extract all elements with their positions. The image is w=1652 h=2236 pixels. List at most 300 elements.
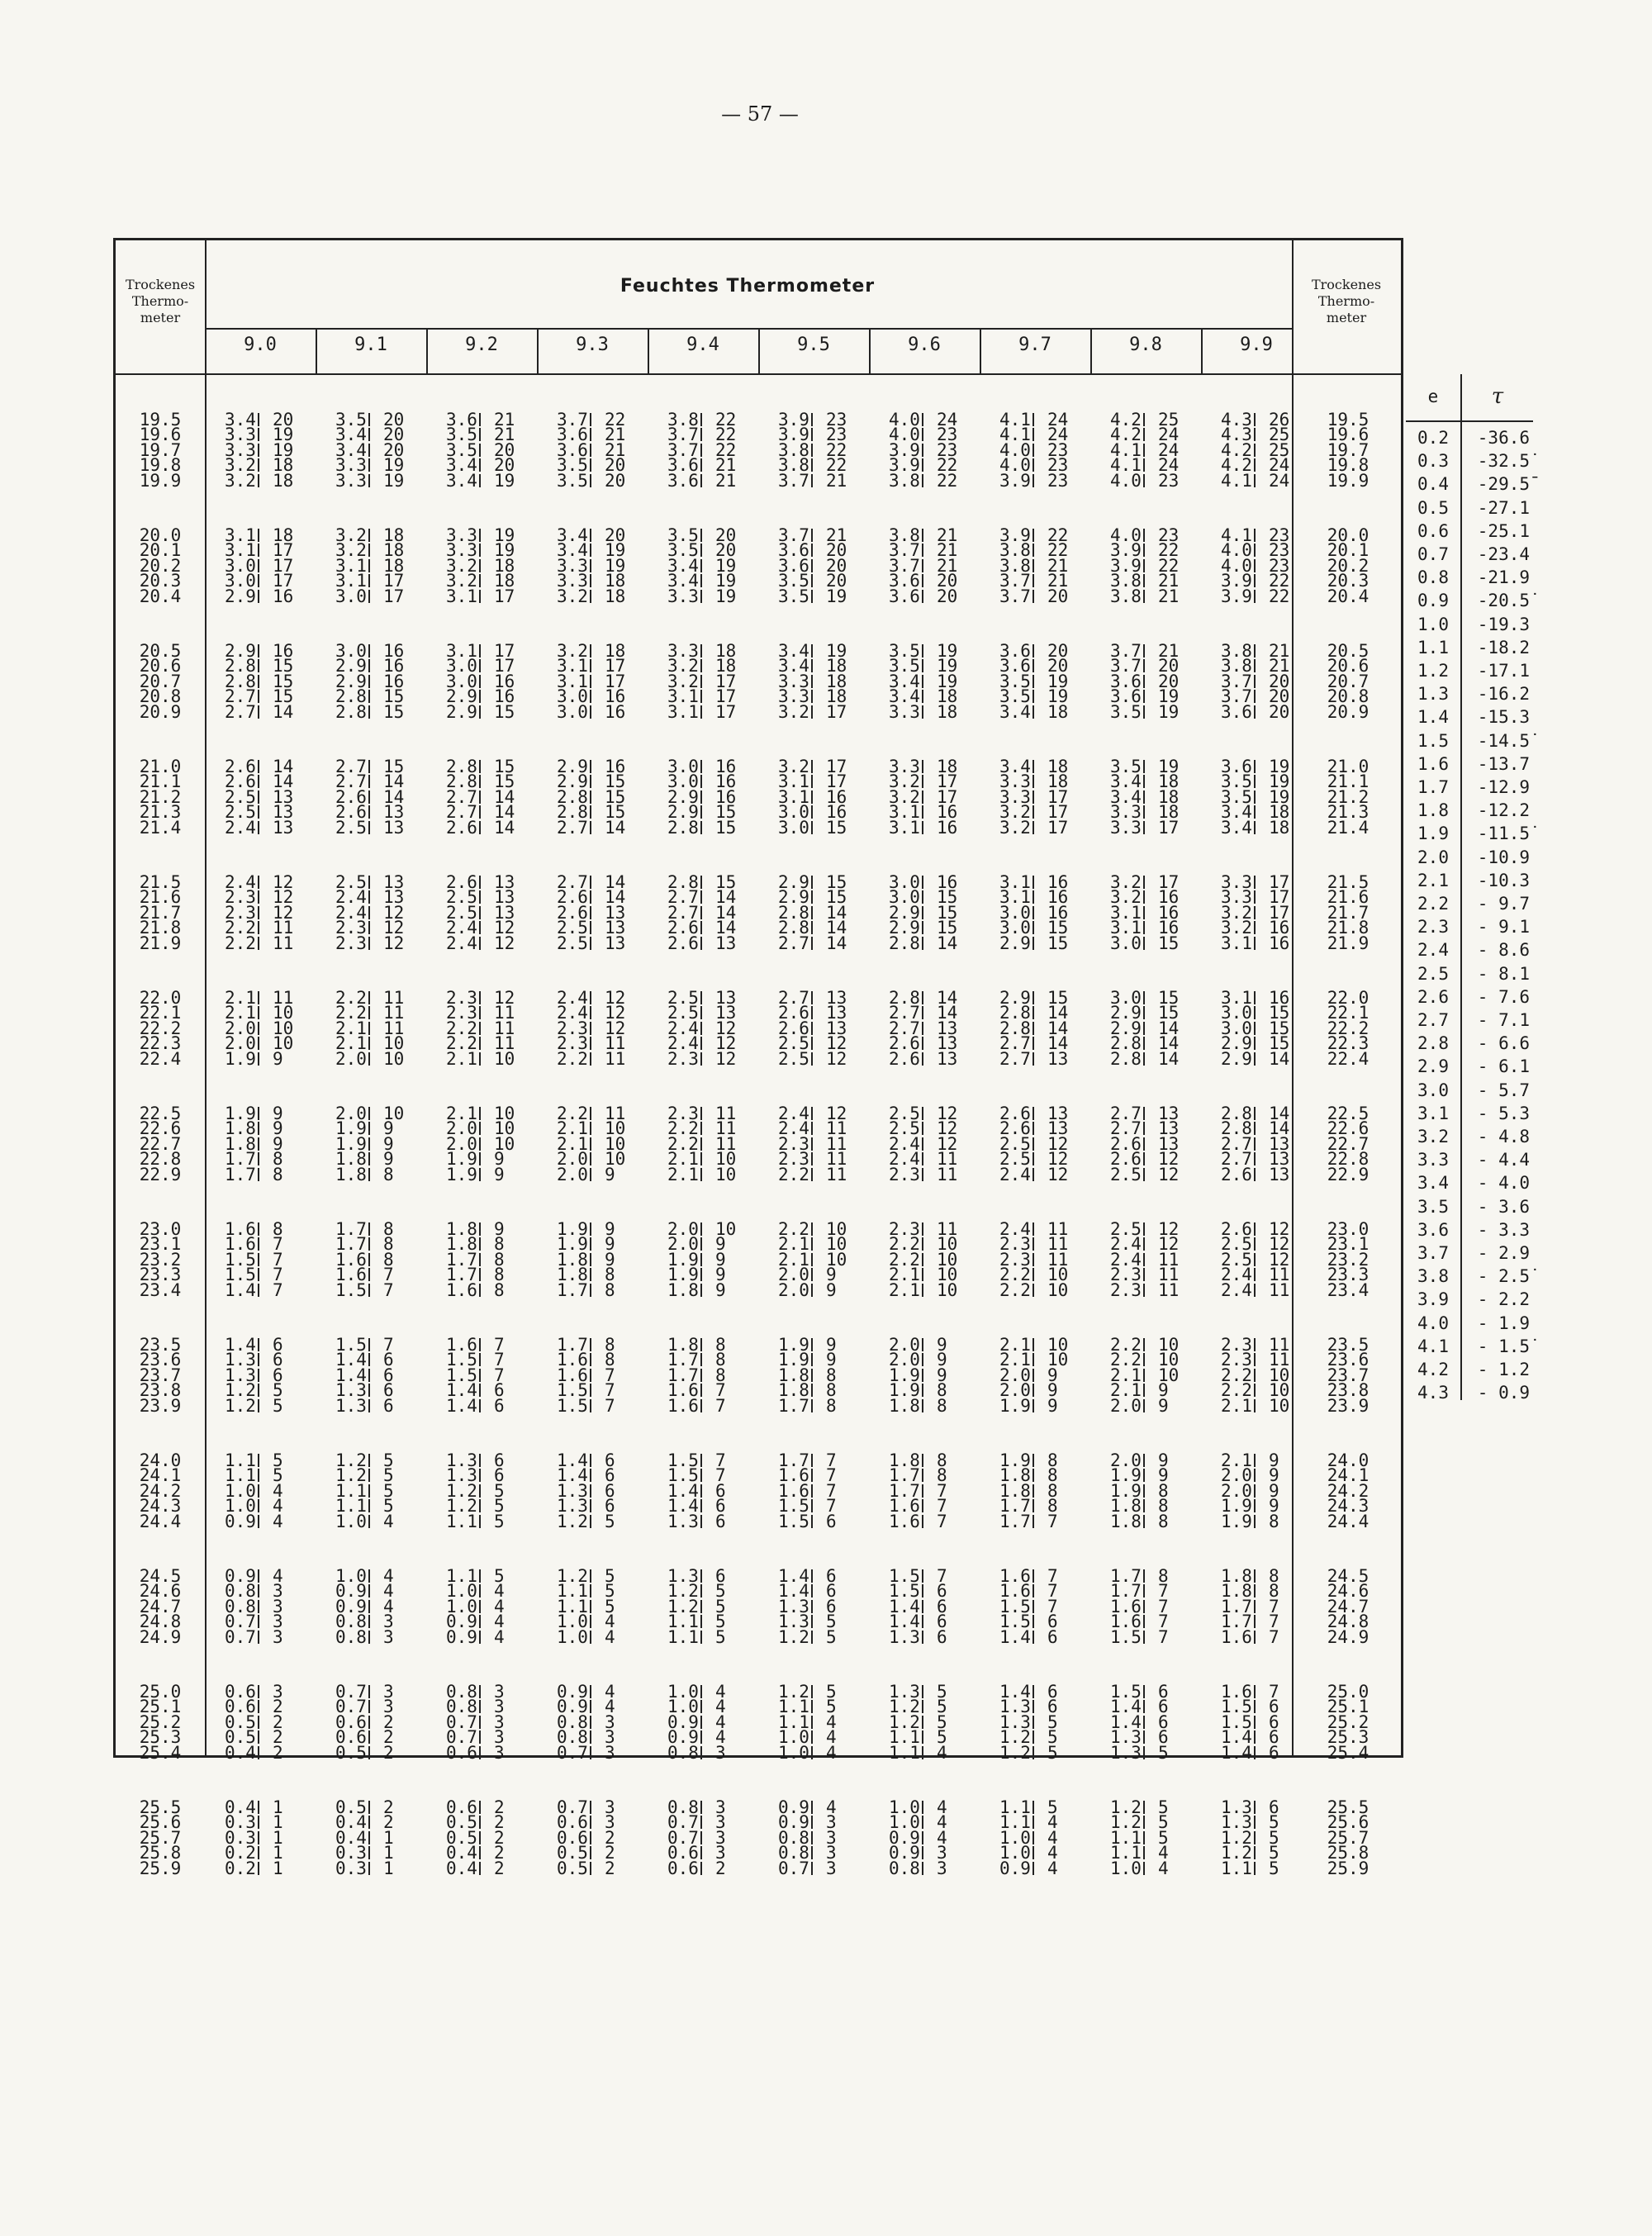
value-separator <box>258 1353 259 1366</box>
dry-temp-right: 21.7 <box>1327 903 1370 923</box>
dry-temp-left: 23.7 <box>139 1365 182 1385</box>
vapor-pressure-value: 3.1 <box>889 802 920 822</box>
tau-value: -25.1 <box>1477 520 1530 541</box>
vapor-pressure-value: 1.0 <box>335 1512 367 1531</box>
vapor-pressure-value: 2.9 <box>1110 1018 1142 1038</box>
vapor-pressure-value: 3.0 <box>999 903 1031 923</box>
humidity-value: 3 <box>605 1743 615 1763</box>
e-value: 3.9 <box>1417 1289 1449 1310</box>
humidity-value: 6 <box>383 1365 394 1385</box>
side-table-row <box>1406 588 1533 613</box>
value-separator <box>1254 1831 1256 1844</box>
vapor-pressure-value: 1.2 <box>999 1743 1031 1763</box>
value-separator <box>811 775 813 788</box>
dry-temp-right: 25.6 <box>1327 1812 1370 1832</box>
humidity-value: 2 <box>715 1859 726 1878</box>
value-separator <box>590 675 591 688</box>
vapor-pressure-value: 4.1 <box>999 410 1031 430</box>
humidity-value: 13 <box>1269 1165 1290 1184</box>
humidity-value: 18 <box>383 525 405 545</box>
vapor-pressure-value: 1.6 <box>889 1496 920 1516</box>
column-header: 9.6 <box>908 335 941 355</box>
vapor-pressure-value: 2.6 <box>225 771 256 791</box>
vapor-pressure-value: 1.4 <box>889 1612 920 1631</box>
vapor-pressure-value: 2.6 <box>778 1003 809 1023</box>
value-separator <box>479 675 481 688</box>
value-separator <box>479 1222 481 1236</box>
vapor-pressure-value: 1.8 <box>667 1335 699 1355</box>
vapor-pressure-value: 2.8 <box>1221 1118 1252 1138</box>
humidity-value: 5 <box>605 1566 615 1586</box>
value-separator <box>811 1685 813 1698</box>
vapor-pressure-value: 1.3 <box>1221 1812 1252 1832</box>
dry-temp-right: 22.9 <box>1327 1165 1370 1184</box>
vapor-pressure-value: 1.7 <box>889 1465 920 1485</box>
humidity-value: 15 <box>1047 988 1069 1008</box>
value-separator <box>700 1584 702 1597</box>
humidity-value: 3 <box>273 1612 283 1631</box>
humidity-value: 7 <box>273 1280 283 1300</box>
humidity-value: 18 <box>273 455 294 475</box>
humidity-value: 11 <box>826 1134 847 1154</box>
dry-temp-right: 24.8 <box>1327 1612 1370 1631</box>
humidity-value: 17 <box>494 656 515 676</box>
dry-temp-right: 21.8 <box>1327 918 1370 938</box>
dry-temp-right: 23.9 <box>1327 1396 1370 1416</box>
dry-temp-left: 22.0 <box>139 988 182 1008</box>
humidity-value: 17 <box>1047 787 1069 807</box>
vapor-pressure-value: 1.8 <box>667 1280 699 1300</box>
value-separator <box>258 1862 259 1875</box>
vapor-pressure-value: 2.4 <box>446 933 477 953</box>
e-value: 3.3 <box>1417 1150 1449 1170</box>
dry-temp-left: 22.6 <box>139 1118 182 1138</box>
value-separator <box>368 1831 370 1844</box>
value-separator <box>1254 1484 1256 1498</box>
humidity-value: 16 <box>273 586 294 606</box>
humidity-value: 9 <box>715 1234 726 1254</box>
dry-temp-left: 25.6 <box>139 1812 182 1832</box>
humidity-value: 9 <box>494 1165 505 1184</box>
e-value: 2.3 <box>1417 917 1449 938</box>
vapor-pressure-value: 1.4 <box>335 1365 367 1385</box>
vapor-pressure-value: 2.6 <box>1221 1219 1252 1239</box>
humidity-value: 9 <box>605 1234 615 1254</box>
humidity-value: 4 <box>1047 1828 1058 1848</box>
value-separator <box>922 1716 923 1729</box>
humidity-value: 12 <box>1158 1234 1180 1254</box>
vapor-pressure-value: 2.1 <box>446 1104 477 1123</box>
value-separator <box>811 458 813 472</box>
value-separator <box>479 1454 481 1467</box>
humidity-value: 11 <box>715 1104 737 1123</box>
dry-temp-right: 24.6 <box>1327 1581 1370 1601</box>
value-separator <box>811 821 813 834</box>
vapor-pressure-value: 3.7 <box>1110 641 1142 661</box>
value-separator <box>258 1338 259 1351</box>
humidity-value: 2 <box>383 1797 394 1817</box>
value-separator <box>368 413 370 426</box>
humidity-value: 15 <box>494 771 515 791</box>
humidity-value: 7 <box>383 1335 394 1355</box>
dry-temp-left: 25.2 <box>139 1712 182 1732</box>
humidity-value: 17 <box>826 757 847 776</box>
value-separator <box>258 1222 259 1236</box>
value-separator <box>811 1284 813 1297</box>
vapor-pressure-value: 2.2 <box>1221 1380 1252 1400</box>
vapor-pressure-value: 3.0 <box>225 571 256 591</box>
vapor-pressure-value: 3.8 <box>778 455 809 475</box>
humidity-value: 7 <box>826 1465 837 1485</box>
value-separator <box>258 574 259 587</box>
value-separator <box>1254 1369 1256 1382</box>
value-separator <box>1032 458 1034 472</box>
vapor-pressure-value: 3.0 <box>889 872 920 892</box>
value-separator <box>1143 821 1145 834</box>
humidity-value: 3 <box>273 1597 283 1616</box>
value-separator <box>922 1469 923 1482</box>
vapor-pressure-value: 0.7 <box>446 1727 477 1747</box>
vapor-pressure-value: 1.6 <box>999 1566 1031 1586</box>
dry-temp-right: 23.7 <box>1327 1365 1370 1385</box>
value-separator <box>368 1284 370 1297</box>
humidity-value: 6 <box>937 1597 947 1616</box>
value-separator <box>700 1831 702 1844</box>
vapor-pressure-value: 2.0 <box>889 1350 920 1370</box>
humidity-value: 22 <box>826 455 847 475</box>
humidity-value: 21 <box>715 471 737 491</box>
vapor-pressure-value: 4.2 <box>1110 425 1142 444</box>
vapor-pressure-value: 3.8 <box>1221 641 1252 661</box>
vapor-pressure-value: 2.0 <box>778 1280 809 1300</box>
value-separator <box>1254 890 1256 904</box>
side-table-row <box>1406 1078 1533 1103</box>
value-separator <box>811 1600 813 1613</box>
humidity-value: 13 <box>273 802 294 822</box>
vapor-pressure-value: 2.8 <box>778 903 809 923</box>
humidity-value: 9 <box>494 1149 505 1169</box>
humidity-value: 10 <box>273 1018 294 1038</box>
humidity-value: 7 <box>826 1450 837 1470</box>
value-separator <box>479 921 481 934</box>
value-separator <box>258 1615 259 1628</box>
value-separator <box>811 1037 813 1050</box>
value-separator <box>700 1700 702 1713</box>
value-separator <box>258 1685 259 1698</box>
humidity-value: 14 <box>1269 1049 1290 1069</box>
vapor-pressure-value: 1.8 <box>225 1134 256 1154</box>
side-table-row <box>1406 1241 1533 1265</box>
humidity-value: 9 <box>1158 1380 1169 1400</box>
vapor-pressure-value: 3.2 <box>446 571 477 591</box>
value-separator <box>811 1022 813 1035</box>
column-divider <box>980 328 981 373</box>
vapor-pressure-value: 1.1 <box>225 1450 256 1470</box>
value-separator <box>258 790 259 804</box>
dry-temp-left: 23.6 <box>139 1350 182 1370</box>
vapor-pressure-value: 2.2 <box>999 1265 1031 1284</box>
humidity-value: 6 <box>1269 1697 1279 1716</box>
humidity-value: 18 <box>1158 787 1180 807</box>
vapor-pressure-value: 3.1 <box>1110 903 1142 923</box>
side-table-row <box>1406 449 1533 473</box>
humidity-value: 10 <box>605 1134 626 1154</box>
humidity-value: 2 <box>494 1859 505 1878</box>
vapor-pressure-value: 3.5 <box>446 440 477 460</box>
vapor-pressure-value: 1.4 <box>1221 1727 1252 1747</box>
value-separator <box>1143 1152 1145 1165</box>
value-separator <box>590 1454 591 1467</box>
value-separator <box>1254 705 1256 719</box>
value-separator <box>700 675 702 688</box>
value-separator <box>811 1107 813 1120</box>
value-separator <box>479 1137 481 1151</box>
humidity-value: 10 <box>494 1049 515 1069</box>
vapor-pressure-value: 1.5 <box>557 1396 588 1416</box>
humidity-value: 23 <box>826 425 847 444</box>
humidity-value: 13 <box>1047 1118 1069 1138</box>
vapor-pressure-value: 0.6 <box>225 1682 256 1702</box>
value-separator <box>700 1037 702 1050</box>
humidity-value: 16 <box>715 771 737 791</box>
humidity-value: 7 <box>1158 1597 1169 1616</box>
humidity-value: 3 <box>826 1843 837 1863</box>
vapor-pressure-value: 3.6 <box>889 586 920 606</box>
value-separator <box>811 937 813 950</box>
e-value: 3.1 <box>1417 1103 1449 1123</box>
e-value: 3.0 <box>1417 1080 1449 1100</box>
vapor-pressure-value: 1.2 <box>778 1682 809 1702</box>
vapor-pressure-value: 0.3 <box>335 1859 367 1878</box>
value-separator <box>922 775 923 788</box>
value-separator <box>811 659 813 672</box>
humidity-value: 7 <box>937 1566 947 1586</box>
humidity-value: 7 <box>1158 1612 1169 1631</box>
humidity-value: 8 <box>1158 1512 1169 1531</box>
value-separator <box>700 659 702 672</box>
vapor-pressure-value: 1.9 <box>557 1219 588 1239</box>
vapor-pressure-value: 3.6 <box>1110 686 1142 706</box>
value-separator <box>368 890 370 904</box>
dry-temp-left: 25.0 <box>139 1682 182 1702</box>
humidity-value: 5 <box>494 1481 505 1501</box>
humidity-value: 6 <box>937 1612 947 1631</box>
vapor-pressure-value: 2.2 <box>778 1165 809 1184</box>
value-separator <box>922 1399 923 1412</box>
vapor-pressure-value: 1.3 <box>889 1627 920 1647</box>
humidity-value: 5 <box>1158 1828 1169 1848</box>
humidity-value: 18 <box>826 672 847 691</box>
value-separator <box>700 544 702 557</box>
value-separator <box>1254 1237 1256 1251</box>
humidity-value: 17 <box>605 672 626 691</box>
value-separator <box>368 1862 370 1875</box>
value-separator <box>1254 1515 1256 1528</box>
value-separator <box>1032 1284 1034 1297</box>
dry-temp-right: 22.6 <box>1327 1118 1370 1138</box>
humidity-value: 11 <box>826 1118 847 1138</box>
vapor-pressure-value: 2.2 <box>778 1219 809 1239</box>
humidity-value: 13 <box>605 903 626 923</box>
humidity-value: 3 <box>605 1797 615 1817</box>
value-separator <box>1143 1253 1145 1266</box>
value-separator <box>922 1284 923 1297</box>
vapor-pressure-value: 1.2 <box>557 1566 588 1586</box>
humidity-value: 15 <box>937 918 958 938</box>
humidity-value: 4 <box>826 1712 837 1732</box>
value-separator <box>1254 1338 1256 1351</box>
vapor-pressure-value: 0.9 <box>225 1566 256 1586</box>
side-table-header <box>1406 374 1533 420</box>
vapor-pressure-value: 3.9 <box>889 455 920 475</box>
humidity-value: 4 <box>494 1581 505 1601</box>
vapor-pressure-value: 4.0 <box>1221 556 1252 576</box>
vapor-pressure-value: 2.1 <box>335 1018 367 1038</box>
vapor-pressure-value: 1.2 <box>446 1481 477 1501</box>
value-separator <box>1254 428 1256 441</box>
humidity-value: 11 <box>605 1104 626 1123</box>
value-separator <box>590 1615 591 1628</box>
vapor-pressure-value: 3.6 <box>1110 672 1142 691</box>
value-separator <box>811 1006 813 1019</box>
value-separator <box>811 1846 813 1859</box>
vapor-pressure-value: 1.5 <box>999 1612 1031 1631</box>
vapor-pressure-value: 1.8 <box>335 1165 367 1184</box>
value-separator <box>368 1237 370 1251</box>
vapor-pressure-value: 1.1 <box>1110 1828 1142 1848</box>
humidity-value: 13 <box>605 933 626 953</box>
humidity-value: 6 <box>273 1350 283 1370</box>
value-separator <box>1143 1569 1145 1583</box>
column-divider <box>426 328 428 373</box>
humidity-value: 14 <box>826 918 847 938</box>
value-separator <box>811 1831 813 1844</box>
value-separator <box>811 921 813 934</box>
value-separator <box>1254 906 1256 919</box>
humidity-value: 13 <box>715 1003 737 1023</box>
value-separator <box>368 1022 370 1035</box>
humidity-value: 5 <box>1269 1828 1279 1848</box>
humidity-value: 8 <box>494 1234 505 1254</box>
vapor-pressure-value: 3.3 <box>335 471 367 491</box>
vapor-pressure-value: 2.0 <box>446 1118 477 1138</box>
value-separator <box>922 805 923 819</box>
vapor-pressure-value: 4.0 <box>1221 540 1252 560</box>
vapor-pressure-value: 2.3 <box>1110 1280 1142 1300</box>
humidity-value: 4 <box>1047 1812 1058 1832</box>
vapor-pressure-value: 2.2 <box>335 988 367 1008</box>
dry-temp-left: 25.1 <box>139 1697 182 1716</box>
vapor-pressure-value: 2.7 <box>557 818 588 838</box>
e-value: 1.5 <box>1417 730 1449 751</box>
value-separator <box>1032 1006 1034 1019</box>
e-value: 3.2 <box>1417 1127 1449 1146</box>
humidity-value: 22 <box>715 440 737 460</box>
dry-temp-right: 25.4 <box>1327 1743 1370 1763</box>
dry-temp-right: 19.5 <box>1327 410 1370 430</box>
vapor-pressure-value: 1.2 <box>667 1597 699 1616</box>
tau-value: - 2.5̇ <box>1477 1266 1530 1287</box>
vapor-pressure-value: 3.2 <box>225 471 256 491</box>
value-separator <box>479 1369 481 1382</box>
dry-temp-left: 21.1 <box>139 771 182 791</box>
vapor-pressure-value: 3.2 <box>1110 872 1142 892</box>
vapor-pressure-value: 2.4 <box>999 1219 1031 1239</box>
vapor-pressure-value: 1.5 <box>889 1581 920 1601</box>
humidity-value: 6 <box>1047 1627 1058 1647</box>
humidity-value: 5 <box>1269 1812 1279 1832</box>
vapor-pressure-value: 2.7 <box>1110 1118 1142 1138</box>
humidity-value: 4 <box>605 1682 615 1702</box>
side-table-row <box>1406 1287 1533 1312</box>
humidity-value: 11 <box>1269 1335 1290 1355</box>
humidity-value: 21 <box>1158 586 1180 606</box>
value-separator <box>1143 1801 1145 1814</box>
vapor-pressure-value: 1.4 <box>999 1682 1031 1702</box>
humidity-value: 16 <box>826 802 847 822</box>
vapor-pressure-value: 2.7 <box>778 933 809 953</box>
humidity-value: 15 <box>1269 1018 1290 1038</box>
value-separator <box>590 1685 591 1698</box>
dry-temp-right: 24.0 <box>1327 1450 1370 1470</box>
vapor-pressure-value: 1.6 <box>225 1234 256 1254</box>
vapor-pressure-value: 1.7 <box>778 1396 809 1416</box>
vapor-pressure-value: 2.0 <box>1110 1450 1142 1470</box>
vapor-pressure-value: 3.7 <box>667 440 699 460</box>
value-separator <box>922 1846 923 1859</box>
vapor-pressure-value: 1.9 <box>889 1365 920 1385</box>
vapor-pressure-value: 1.3 <box>557 1496 588 1516</box>
value-separator <box>368 458 370 472</box>
dry-temp-left: 24.7 <box>139 1597 182 1616</box>
vapor-pressure-value: 1.0 <box>999 1843 1031 1863</box>
vapor-pressure-value: 3.6 <box>999 656 1031 676</box>
humidity-value: 25 <box>1158 410 1180 430</box>
vapor-pressure-value: 3.0 <box>1110 933 1142 953</box>
value-separator <box>258 529 259 542</box>
humidity-value: 17 <box>826 771 847 791</box>
value-separator <box>1254 1168 1256 1181</box>
vapor-pressure-value: 1.7 <box>557 1335 588 1355</box>
side-table-row <box>1406 821 1533 846</box>
vapor-pressure-value: 1.1 <box>889 1743 920 1763</box>
vapor-pressure-value: 1.3 <box>557 1481 588 1501</box>
value-separator <box>590 574 591 587</box>
humidity-value: 6 <box>273 1365 283 1385</box>
vapor-pressure-value: 2.3 <box>225 903 256 923</box>
humidity-value: 2 <box>273 1727 283 1747</box>
value-separator <box>368 1816 370 1829</box>
vapor-pressure-value: 3.8 <box>1110 586 1142 606</box>
vapor-pressure-value: 1.9 <box>557 1234 588 1254</box>
vapor-pressure-value: 1.6 <box>446 1335 477 1355</box>
value-separator <box>368 1107 370 1120</box>
vapor-pressure-value: 2.4 <box>889 1134 920 1154</box>
dry-temp-left: 20.5 <box>139 641 182 661</box>
value-separator <box>1254 1284 1256 1297</box>
humidity-value: 17 <box>826 702 847 722</box>
humidity-value: 18 <box>494 571 515 591</box>
vapor-pressure-value: 1.9 <box>335 1118 367 1138</box>
dry-temp-right: 20.7 <box>1327 672 1370 691</box>
column-divider <box>316 328 317 373</box>
value-separator <box>700 559 702 572</box>
value-separator <box>1032 1615 1034 1628</box>
value-separator <box>368 821 370 834</box>
humidity-value: 3 <box>494 1697 505 1716</box>
humidity-value: 3 <box>273 1581 283 1601</box>
humidity-value: 10 <box>1158 1335 1180 1355</box>
